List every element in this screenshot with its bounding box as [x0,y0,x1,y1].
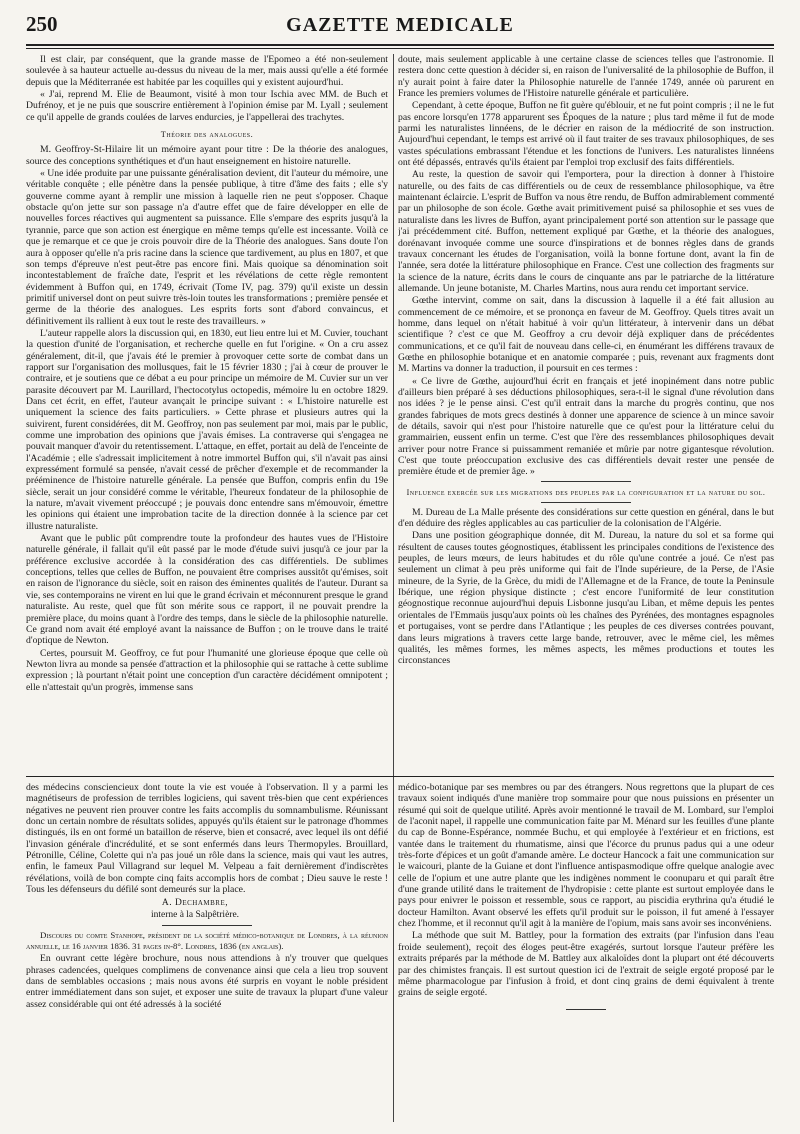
right-column-bottom [398,782,774,1122]
end-rule [566,1009,606,1010]
book-review-title: Discours du comte Stanhope, président de la société médico-botanique de Londres, à la réunion annuelle, le 16 janvier 1836. 31 pages in-8°. Londres, 1836 (en anglais). [26,930,388,952]
paragraph-discussion-1830: L'auteur rappelle alors la discussion qui, en 1830, eut lieu entre lui et M. Cuvier, touchant la question d'unité de l'organisation, et recherche quelle en fut l'origine. « On a cru assez généralement, dit-il, que j'avais été le premier à provoquer cette sorte de combat dans un rapport sur l'organisation des mollusques, fait le 15 février 1830 ; j'ai à cœur de prouver le contraire, et je soutiens que ce débat a eu pour principe un mémoire de M. Cuvier sur un ver parasite découvert par M. Laurillard, l'hectocotylus octopedis, mémoire lu en octobre 1829. Dans cet écrit, en effet, l'auteur avançait le principe suivant : « L'histoire naturelle est uniquement la science des faits particuliers. » Cette phrase et plusieurs autres qui la suivirent, furent considérées, dit M. Geoffroy, non pas seulement par moi, mais par le public, comme une improbation des opinions que j'avais émises. La contraverse qui s'engagea ne pouvait manquer d'avoir du retentissement. L'attaque, en effet, portait au delà de l'enceinte de l'Académie ; elle s'adressait implicitement à notre immortel Buffon qui, s'il n'avait pas ainsi expressément formulé sa pensée, n'avait cessé de prêcher d'exemple et de recommander la prééminence de l'histoire naturelle générale. La pensée que Buffon, compris enfin du 19e siècle, serait un jour considéré comme le véritable, l'heureux fondateur de la philosophie de la nature, m'avait vivement préoccupé ; je pouvais donc entendre sans m'émouvoir, émettre les opinions qui étaient une improbation tacite de la direction donnée à la science par cet illustre naturaliste. [26,327,388,532]
header-rule-thin [26,48,774,49]
paragraph-buffon-eblouir: Cependant, à cette époque, Buffon ne fit guère qu'éblouir, et ne fut point compris ; il ne le fut pas encore lorsqu'en 1778 apparurent ses Époques de la nature ; plus tard même il fut de mode parmi les naturalistes linnéens, de le décrier en raison de la médiocrité de son instruction. Aujourd'hui cependant, le temps est arrivé où il faut traiter de ses travaux philosophiques, de ses vastes spéculations embrassant l'étendue et les fonctions de l'univers. Les naturalistes linnéens ont été dépassés, entravés qu'ils étaient par l'emploi trop exclusif des faits différentiels. [398,100,774,169]
author-signature [26,898,364,921]
paragraph-geoffroy-memoire: M. Geoffroy-St-Hilaire lit un mémoire ayant pour titre : De la théorie des analogues, source des conceptions synthétiques et d'un haut enseignement en histoire naturelle. [26,144,388,167]
signature-role: interne à la Salpêtrière. [150,909,240,920]
paragraph-livre-goethe: « Ce livre de Gœthe, aujourd'hui écrit en français et jeté inopinément dans notre public d'ailleurs bien préparé à ses déductions philosophiques, sera-t-il le signal d'une révolution dans nos idées ? je le pense ainsi. C'est qu'il entrait dans la marche du progrès continu, que nos grandes fabriques de mots grecs destinés à donner une apparence de science à un mince savoir de détails, savoir qui n'est pour l'histoire naturelle que ce qu'est pour la littérature celui du grammairien, eussent enfin un terme. C'est que l'ère des ressemblances philosophiques devait arriver pour notre France si puissamment remaniée et mûrie par notre gigantesque révolution. C'est que toute préoccupation exclusive des cas différentiels devait rester une pensée de première étude et de premier âge. » [398,375,774,478]
page-number: 250 [26,12,58,36]
paragraph-battley: La méthode que suit M. Battley, pour la formation des extraits (par l'infusion dans l'eau froide seulement), reçoit des éloges peut-être exagérés, surtout lorsque l'auteur préfère les extraits préparés par la méthode de M. Battley aux alkaloïdes dont la plupart ont été découverts par des chimistes français. Il est surtout question ici de l'extrait de seigle ergoté proposé par le même pharmacologue par l'infusion à froid, et dont cinq grains de demi équivalent à trente grains de seigle ergoté. [398,930,774,999]
journal-title: GAZETTE MEDICALE [286,14,514,36]
column-divider [393,54,394,1122]
feuilleton-divider [26,776,774,777]
paragraph-goethe-buffon: Au reste, la question de savoir qui l'emportera, pour la direction à donner à l'histoire naturelle, ou des faits de cas différentiels ou de ceux de ressemblance philosophique, va être maintenant éclaircie. L'esprit de Buffon va nous être rendu, de Buffon admirablement commenté par un philosophe de son école. Gœthe avait primitivement puisé sa philosophie et ses vues de naturaliste dans les livres de Buffon, ayant principalement porté son attention sur le passage que j'ai précédemment cité. Buffon, nettement expliqué par Gœthe, et la théorie des analogues, dorénavant invoquée comme une source d'inspirations et de bonnes règles dans de grands travaux concernant les études de l'organisation, voilà la bonne fortune dont, avant la fin de l'année, sera dotée la littérature philosophique en France. C'est une collection des fragments sur la science de la nature, écrits dans le cours de cinquante ans par le patriarche de la littérature allemande. Un jeune botaniste, M. Charles Martins, nous aura rendu cet important service. [398,169,774,294]
right-column-top [398,54,774,772]
article-separator [162,925,252,926]
signature-name: A. Dechambre, [161,898,229,909]
section-rule-below [541,502,631,503]
paragraph-brochure: En ouvrant cette légère brochure, nous nous attendions à n'y trouver que quelques phrases cadencées, quelques complimens de convenance ainsi que cela a lieu trop souvent dans de semblables occasions ; mais nous avons été surpris en voyant le noble président entrer immédiatement dans son sujet, et exposer une suite de travaux la plupart d'une valeur assez considérable qui ont été adressés à la société [26,953,388,1010]
paragraph-position-geographique: Dans une position géographique donnée, dit M. Dureau, la nature du sol et sa forme qui résultent de causes toutes géognostiques, établissent les principales conditions de l'existence des peuples, de leurs mœurs, de leurs habitudes et du rôle qu'une contrée a joué. Ce n'est pas seulement un climat à peu près uniforme qui fait de l'Inde supérieure, de la Perse, de l'Asie mineure, de la Syrie, de la Grèce, du midi de l'Allemagne et de la France, de toute la Peninsule Ibérique, une région physique distincte ; c'est encore l'uniformité de leur constitution géognostique reconnue aujourd'hui depuis Lisbonne jusqu'au Liban, et même depuis les pentes orientales de l'Emmaüs jusqu'aux points où les chaînes des Pyrénées, des montagnes espagnoles et portugaises, vont se perdre dans l'Atlantique ; les peuples de ces diverses contrées pouvant, dans leurs migrations à travers cette large bande, retrouver, avec le même ciel, les mêmes qualités, les mêmes formes, les mêmes aspects, les mêmes productions et toutes les circonstances [398,530,774,667]
paragraph-histoire-naturelle-generale: Avant que le public pût comprendre toute la profondeur des hautes vues de l'Histoire naturelle générale, il fallait qu'il eût passé par le mode d'étude suivi jusqu'à ce jour par la préférence exclusive accordée à la considération des cas différentiels. De sublimes conceptions, telles que celles de Buffon, ne pouvaient être comprises aussitôt qu'émises, soit en raison de l'ignorance du siècle, soit en raison des éminentes qualités de l'auteur. Durant sa vie, ses contemporains ne virent en lui que le grand écrivain et méconnurent presque le grand naturaliste. Au reste, quel que fût son mérite sous ce rapport, il ne pouvait prendre la première place, du moins quant à l'ordre des temps, dans le siècle de la philosophie naturelle. Ce grand nom avait été employé avant la naissance de Buffon ; on le trouve dans le traité d'optique de Newton. [26,533,388,647]
section-title-migrations: Influence exercée sur les migrations des peuples par la configuration et la nature du sol. [406,487,766,497]
paragraph-ischia-epomeo: Il est clair, par conséquent, que la grande masse de l'Epomeo a été non-seulement soulevée à sa hauteur actuelle au-dessus du niveau de la mer, mais aussi qu'elle a été formée depuis que la Méditerranée est habitée par les coquilles qui y existent aujourd'hui. [26,54,388,88]
paragraph-goethe-intervint: Gœthe intervint, comme on sait, dans la discussion à laquelle il a été fait allusion au commencement de ce mémoire, et se prononça en faveur de M. Geoffroy. Quels titres avait un homme, dans lequel on n'était habitué à voir qu'un littérateur, à intervenir dans un débat scientifique ? c'est ce que M. Geoffroy a cru devoir déjà expliquer dans de précédentes communications, et ce qu'il fait de nouveau dans celle-ci, en énumérant les différens travaux de Gœthe en philosophie botanique et en anatomie comparée ; puis, revenant aux fragments dont M. Martins va donner la traduction, il poursuit en ces termes : [398,295,774,375]
paragraph-astronomie: doute, mais seulement applicable à une certaine classe de sciences telles que l'astronomie. Il restera donc cette question à décider si, en raison de l'universalité de la philosophie de Buffon, il n'y aurait point à faire dater la Philosophie naturelle de l'année 1749, année où parurent en France les premiers volumes de l'Histoire naturelle générale et particulière. [398,54,774,100]
book-review-heading [26,930,388,952]
section-title-theorie-analogues: Théorie des analogues. [160,130,254,140]
page-header [26,12,774,38]
section-rule [541,481,631,482]
paragraph-newton: Certes, poursuit M. Geoffroy, ce fut pour l'humanité une glorieuse époque que celle où Newton livra au monde sa pensée d'attraction et la philosophie qui se rattache à cette sublime expression ; là pourtant n'était point une conception d'un caractère décidément omnipotent ; elle n'attestait qu'un progrès, immense sans [26,647,388,693]
paragraph-magnetiseurs: des médecins consciencieux dont toute la vie est vouée à l'observation. Il y a parmi les magnétiseurs de profession de terribles logiciens, qui savent très-bien que cent expériences négatives ne peuvent rien prouver contre les faits accomplis du somnambulisme. Réunissant donc un certain nombre de résultats solides, appuyés qu'ils étaient sur le patronage d'hommes distingués, ils en ont formé un bataillon de réserve, bien et consacré, avec lequel ils ont défié l'invasion générale d'incrédulité, et se sont enfermés dans leurs Thermopyles. Brouillard, Pétronille, Céline, Colette qui n'a pas joué un rôle dans la science, mais qui vaut les autres, enfin, le fameux Paul Villagrand sur lequel M. Velpeau a fait dernièrement d'indiscrètes révélations, voilà de bon compte cinq faits accomplis hors de combat ; Dieu sauve le reste ! Tous les défenseurs du défilé sont demeurés sur la place. [26,782,388,896]
paragraph-elie-de-beaumont: « J'ai, reprend M. Elie de Beaumont, visité à mon tour Ischia avec MM. de Buch et Dufrénoy, et je ne puis que souscrire entièrement à l'opinion émise par M. Lyall ; seulement ce qu'il appelle de grands coulées de larves endurcies, je l'appellerai des trachytes. [26,89,388,123]
paragraph-dureau-de-la-malle: M. Dureau de La Malle présente des considérations sur cette question en général, dans le but d'en déduire des règles applicables au cas particulier de la colonisation de l'Algérie. [398,506,774,530]
paragraph-medico-botanique: médico-botanique par ses membres ou par des étrangers. Nous regrettons que la plupart de ces travaux soient indiqués d'une manière trop sommaire pour que nous puissions en présenter un résumé qui soit de quelque utilité. Après avoir mentionné le travail de M. Lombard, sur l'emploi de l'aconit napel, il rappelle une communication faite par M. Ménard sur les feuilles d'une plante du cap de Bonne-Espérance, nommée Buchu, et qui employée à l'extérieur et en frictions, est vantée dans le traitement du rhumatisme, ainsi que l'écorce du prunus padus qui a une odeur très-forte d'épices et un goût d'amande amère. Le docteur Hancock a fait une communication sur le waicouri, plante de la Guiane et dont l'influence antispasmodique offre quelque analogie avec celle de l'opium et une autre plante que les indigènes nomment le coonuparu et qui paraît être d'une grande utilité dans le traitement de l'hydropisie : cette plante est surtout employée dans le pays pour enivrer le poisson et ressemble, sous ce rapport, au piscidia erythrina qu'a étudié le docteur Hamilton. Avant observé les effets qu'il produit sur le poisson, il fut amené à l'essayer chez l'homme, et il reconnut qu'il agit à la manière de l'opium, mais sans avoir ses inconvéniens. [398,782,774,930]
left-column-bottom [26,782,388,1122]
paragraph-generalisation: « Une idée produite par une puissante généralisation devient, dit l'auteur du mémoire, une véritable conquête ; elle pénètre dans la pensée publique, à titre d'âme des faits ; elle s'y gouverne comme ayant à remplir une mission à laquelle rien ne peut s'opposer. Chaque obstacle qu'on jette sur son passage n'a d'autre effet que de faire développer en elle de nouvelles forces réactives qui augmentent sa puissance. Elle s'empare des esprits jusqu'à la tyrannie, parce que son action est énergique en même temps qu'elle est incessante. Voilà ce que je remarque et ce que je crois pouvoir dire de la Théorie des analogues. Sans doute l'on aura à opposer qu'elle n'a pris racine dans la science que tardivement, au plus en 1807, et que son temps d'épreuve n'est peut-être pas encore fini. Mais quoique sa dénomination soit incontestablement de fraîche date, l'esprit et les révélations de cette règle remontent évidemment à Buffon qui, en 1749, écrivait (Tome IV, pag. 379) qu'il existe un dessin primitif universel dont on peut suivre très-loin toutes les transformations ; première pensée et germe de la théorie des analogues. Les esprits forts sont d'abord convaincus, et définitivement ils rallient à eux tout le reste des travailleurs. » [26,168,388,327]
left-column-top [26,54,388,772]
header-rule [26,44,774,46]
